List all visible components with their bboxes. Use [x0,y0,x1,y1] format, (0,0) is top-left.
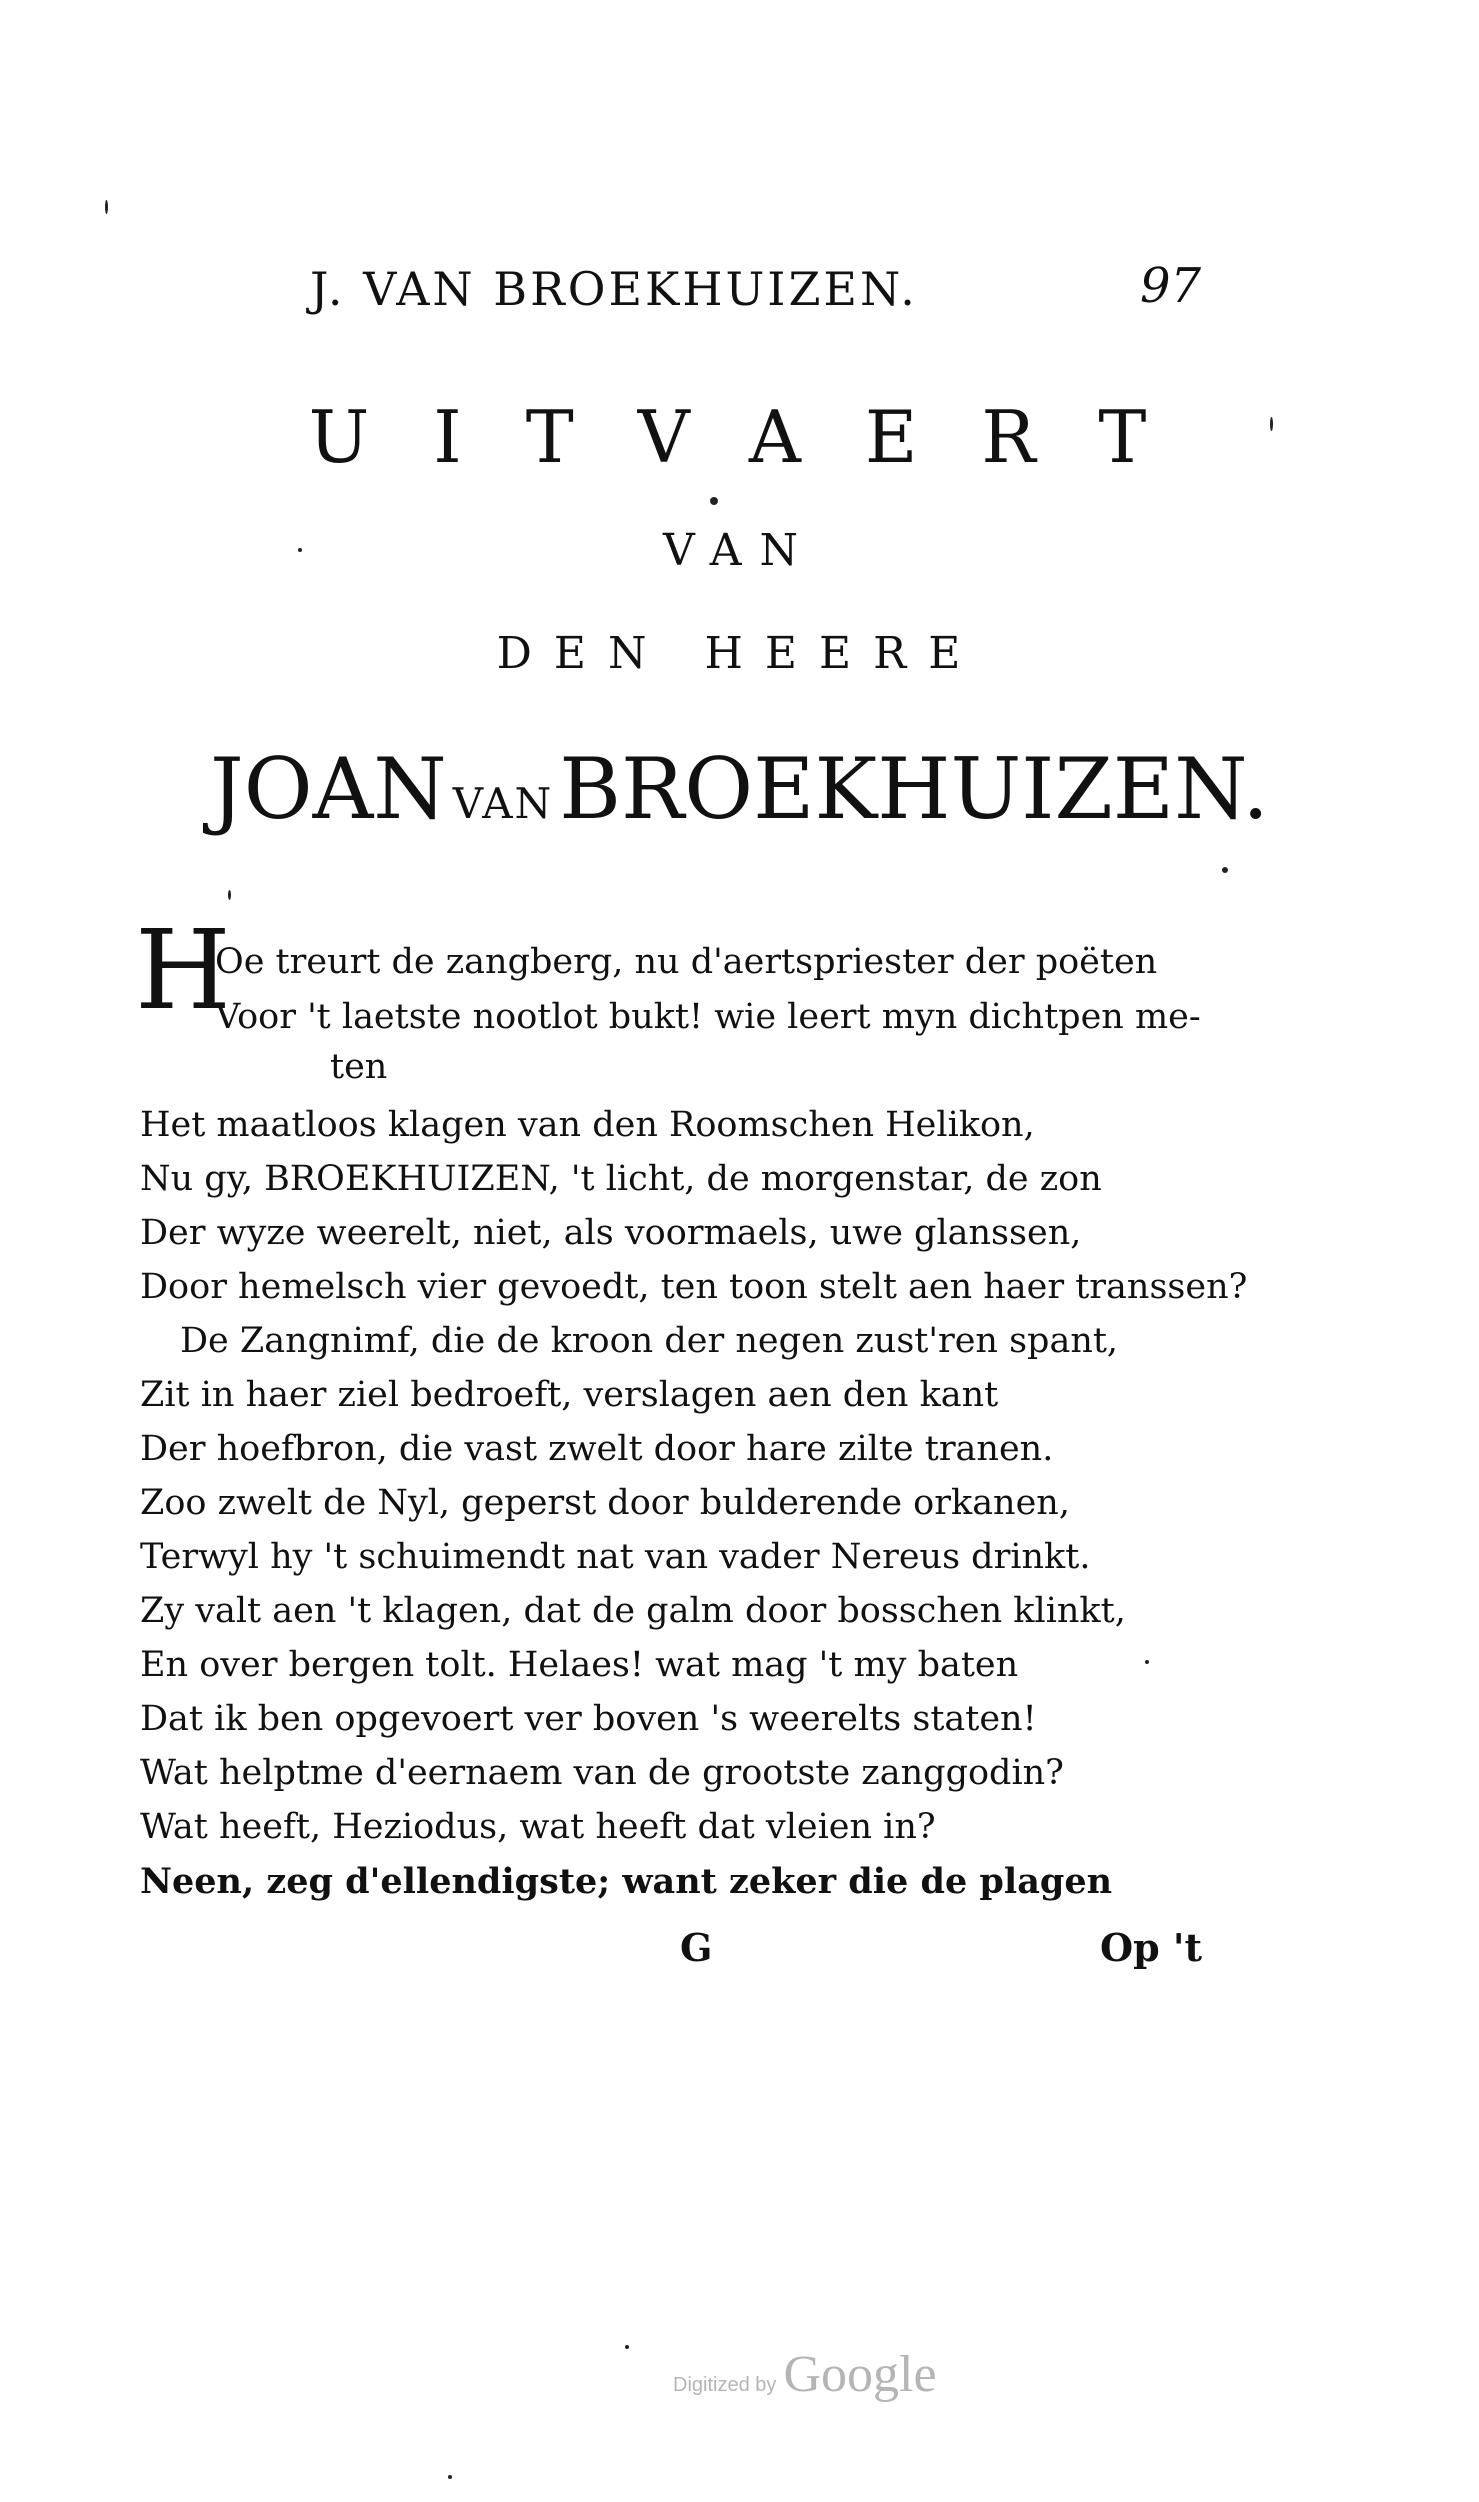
scan-speck [448,2475,452,2479]
title-joan-van-broekhuizen [0,740,1479,838]
scan-speck [298,548,302,552]
running-head: J. VAN BROEKHUIZEN. [310,262,918,316]
verse-line: Zit in haer ziel bedroeft, verslagen aen den kant [140,1375,999,1415]
scan-speck [1222,867,1228,873]
verse-line: Der hoefbron, die vast zwelt door hare zilte tranen. [140,1429,1054,1469]
page-number: 97 [1140,258,1202,314]
verse-line: Zoo zwelt de Nyl, geperst door bulderende orkanen, [140,1483,1070,1523]
verse-line: Oe treurt de zangberg, nu d'aertspriester der poëten [215,942,1158,982]
scan-speck [1270,417,1273,431]
verse-line: En over bergen tolt. Helaes! wat mag 't my baten [140,1645,1019,1685]
title-uitvaert: UITVAERT [308,395,1211,479]
scan-speck [228,890,231,900]
catchword: Op 't [1100,1925,1203,1970]
verse-line: Voor 't laetste nootlot bukt! wie leert myn dichtpen me- [215,997,1201,1037]
title-den-heere: DEN HEERE [496,628,983,679]
watermark-brand: Google [783,2346,937,2403]
verse-line: Zy valt aen 't klagen, dat de galm door bosschen klinkt, [140,1591,1126,1631]
verse-line: Dat ik ben opgevoert ver boven 's weerelts staten! [140,1699,1037,1739]
title-joan: JOAN [210,740,447,838]
verse-line: ten [330,1047,388,1087]
verse-line: Wat heeft, Heziodus, wat heeft dat vleien in? [140,1807,936,1847]
title-van: VAN [662,525,817,576]
verse-line: Neen, zeg d'ellendigste; want zeker die de plagen [140,1861,1113,1902]
title-broekhuizen: BROEKHUIZEN. [559,740,1269,838]
scan-speck [1145,1660,1149,1664]
verse-line: Het maatloos klagen van den Roomschen Helikon, [140,1105,1035,1145]
signature-mark: G [680,1925,713,1970]
digitized-watermark [673,2345,937,2404]
verse-line: Terwyl hy 't schuimendt nat van vader Nereus drinkt. [140,1537,1091,1577]
verse-line: Door hemelsch vier gevoedt, ten toon stelt aen haer transsen? [140,1267,1248,1307]
verse-line: Der wyze weerelt, niet, als voormaels, uwe glanssen, [140,1213,1082,1253]
verse-line: Wat helptme d'eernaem van de grootste zanggodin? [140,1753,1064,1793]
drop-cap: H [135,906,231,1034]
scan-speck [625,2345,629,2349]
title-van-small: VAN [452,779,554,828]
watermark-prefix: Digitized by [673,2374,777,2396]
scan-speck [105,200,108,214]
verse-line: De Zangnimf, die de kroon der negen zust'ren spant, [180,1321,1119,1361]
verse-line: Nu gy, BROEKHUIZEN, 't licht, de morgenstar, de zon [140,1159,1102,1199]
scan-speck [710,497,718,505]
